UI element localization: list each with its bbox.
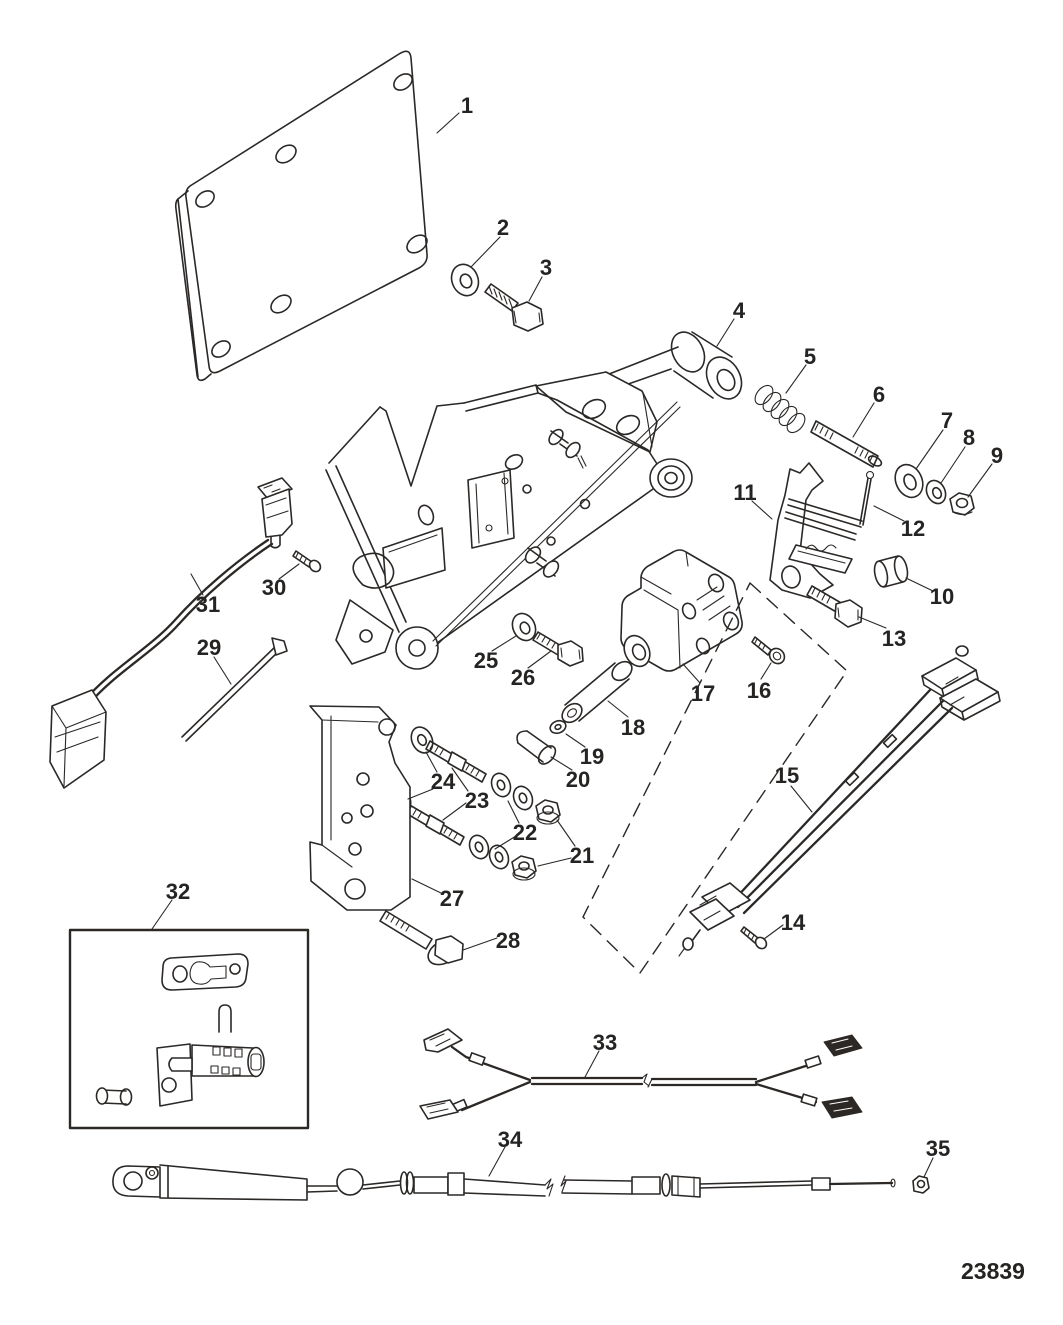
callout-23: 23: [464, 788, 490, 813]
callout-21: 21: [569, 843, 595, 868]
part-31-sensor-harness: [50, 478, 292, 788]
part-8-washer: [923, 477, 949, 506]
callout-9: 9: [990, 443, 1004, 468]
part-27-lower-bracket: [310, 706, 410, 910]
callout-30: 30: [261, 575, 287, 600]
part-17-shift-block: [619, 550, 742, 671]
part-2-washer: [447, 260, 483, 299]
part-35-locknut: [913, 1176, 929, 1193]
part-34-shift-cable: [113, 1165, 895, 1200]
part-1-mounting-plate: [176, 51, 431, 380]
part-20-cap: [517, 731, 559, 767]
callout-13: 13: [881, 626, 907, 651]
callout-22: 22: [512, 820, 538, 845]
drawing-number: 23839: [961, 1258, 1025, 1284]
part-32-link-kit: [70, 930, 308, 1128]
callout-1: 1: [460, 93, 474, 118]
callout-10: 10: [929, 584, 955, 609]
callout-6: 6: [872, 382, 886, 407]
callout-28: 28: [495, 928, 521, 953]
callout-20: 20: [565, 767, 591, 792]
part-26-bolt: [533, 632, 583, 666]
callout-35: 35: [925, 1136, 951, 1161]
callout-17: 17: [690, 681, 716, 706]
callout-33: 33: [592, 1030, 618, 1055]
part-28-flange-bolt: [380, 911, 464, 970]
part-10-plug: [872, 555, 909, 588]
part-13-bolt: [807, 586, 862, 627]
part-15-switch-harness: [679, 646, 1000, 956]
part-11-lever-bracket: [770, 463, 862, 598]
callout-34: 34: [497, 1127, 523, 1152]
callout-14: 14: [780, 910, 806, 935]
part-6-stud: [811, 421, 883, 468]
part-30-screw: [293, 551, 323, 574]
part-5-spring: [752, 382, 809, 436]
part-33-jumper-harness: [420, 1029, 862, 1119]
callout-26: 26: [510, 665, 536, 690]
callout-25: 25: [473, 648, 499, 673]
callout-29: 29: [196, 635, 222, 660]
callout-8: 8: [962, 425, 976, 450]
callout-31: 31: [195, 592, 221, 617]
callout-18: 18: [620, 715, 646, 740]
callout-12: 12: [900, 516, 926, 541]
callout-15: 15: [774, 763, 800, 788]
callout-24: 24: [430, 769, 456, 794]
callout-16: 16: [746, 678, 772, 703]
part-7-washer: [890, 460, 928, 502]
callout-11: 11: [733, 480, 757, 505]
part-12-spring-pin: [860, 472, 874, 526]
callout-32: 32: [165, 879, 191, 904]
callout-19: 19: [579, 744, 605, 769]
callout-7: 7: [940, 408, 954, 433]
callout-3: 3: [539, 255, 553, 280]
part-9-locknut: [950, 493, 974, 515]
callout-5: 5: [803, 344, 817, 369]
callout-27: 27: [439, 886, 465, 911]
callout-4: 4: [732, 298, 746, 323]
part-16-screw: [752, 637, 788, 667]
callouts: [166, 93, 1003, 1161]
callout-2: 2: [496, 215, 510, 240]
